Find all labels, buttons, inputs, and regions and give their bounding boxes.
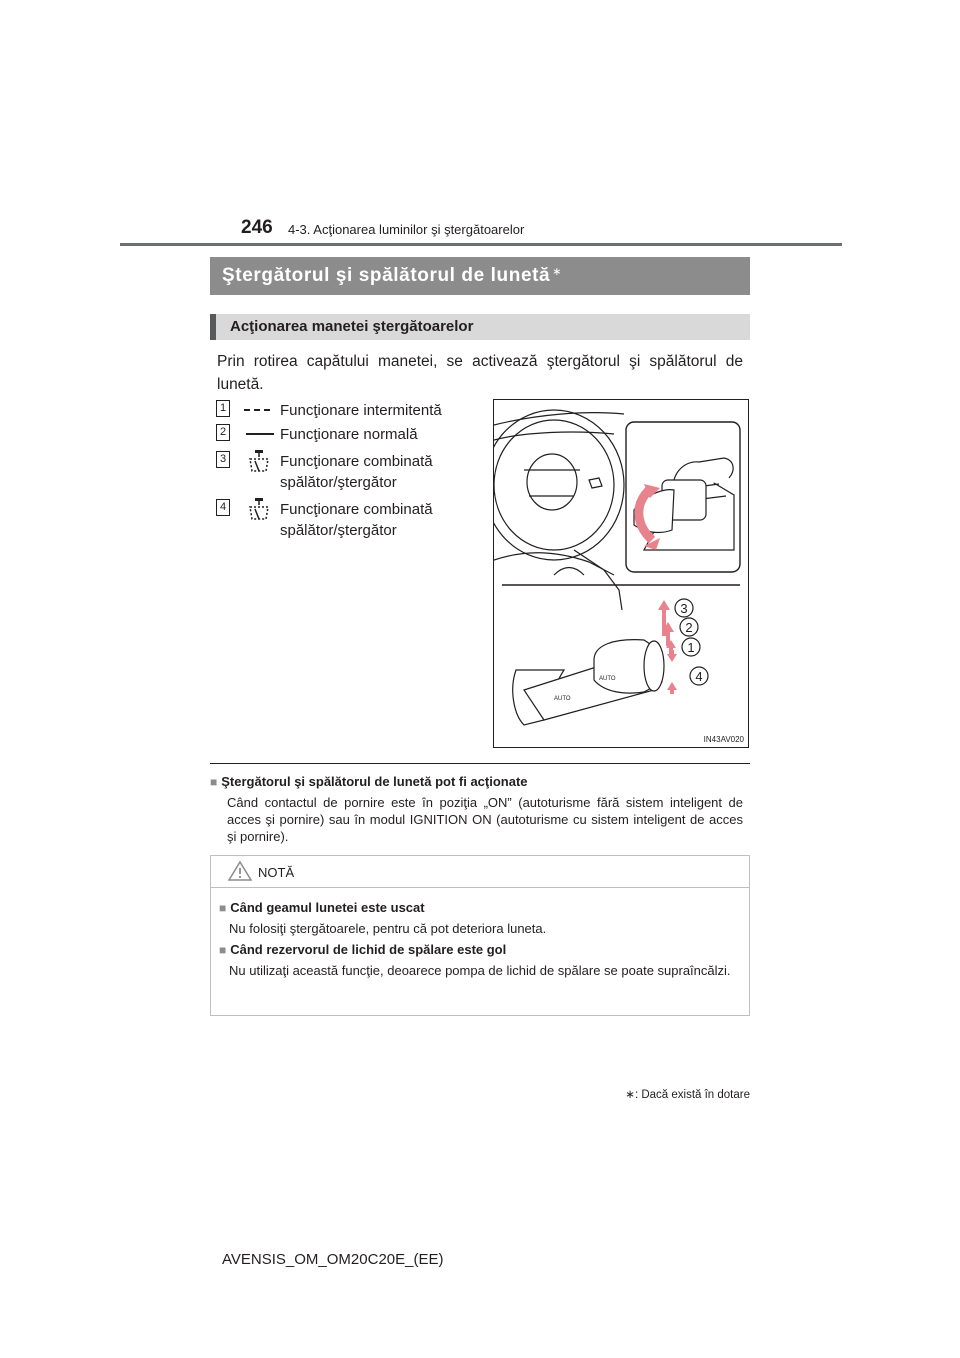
legend-label: Funcţionare normală — [280, 426, 418, 443]
section-divider — [210, 763, 750, 764]
bullet-square-icon: ■ — [219, 943, 227, 957]
wiper-lever-illustration — [493, 399, 749, 748]
note-title — [210, 774, 750, 789]
figure-code: IN43AV020 — [703, 735, 744, 744]
caution-item-1-title — [219, 900, 425, 915]
solid-line-icon — [242, 424, 276, 444]
intro-paragraph: Prin rotirea capătului manetei, se activează ştergătorul şi spălătorul de lunetă. — [217, 353, 743, 393]
legend-label: Funcţionare combinată spălător/ştergător — [280, 501, 433, 539]
caution-box — [210, 855, 750, 1016]
callout-3: 3 — [680, 601, 688, 616]
legend-item-2 — [216, 424, 476, 448]
legend-item-3 — [216, 451, 476, 497]
bullet-square-icon: ■ — [219, 901, 227, 915]
legend-number: 1 — [216, 400, 230, 417]
caution-item-2-body: Nu utilizaţi această funcţie, deoarece pompa de lichid de spălare se poate supraîncălzi. — [229, 963, 731, 978]
bullet-square-icon: ■ — [210, 775, 218, 789]
legend-number: 3 — [216, 451, 230, 468]
svg-text:AUTO: AUTO — [599, 676, 616, 682]
running-head: 4-3. Acţionarea luminilor şi ştergătoarelor — [288, 222, 525, 237]
page-number: 246 — [241, 217, 273, 238]
note-body: Când contactul de pornire este în poziţia „ON” (autoturisme fără sistem inteligent de acces şi pornire) sau în modul IGNITION ON (autoturisme cu sistem inteligent de acces şi pornire). — [227, 795, 743, 844]
caution-label: NOTĂ — [258, 865, 295, 880]
section-title-text: Ştergătorul şi spălătorul de lunetă — [222, 265, 551, 286]
legend-number: 2 — [216, 424, 230, 441]
svg-text:AUTO: AUTO — [554, 696, 571, 702]
note-title-text: Ştergătorul şi spălătorul de lunetă pot fi acţionate — [221, 774, 528, 789]
caution-item-2-title — [219, 942, 506, 957]
legend-item-4 — [216, 499, 476, 545]
caution-item-title-text: Când geamul lunetei este uscat — [230, 900, 425, 915]
optional-equipment-marker: ∗ — [552, 266, 563, 278]
caution-item-1-body: Nu folosiţi ştergătoarele, pentru că pot deteriora luneta. — [229, 921, 547, 936]
header-rule — [120, 243, 842, 246]
legend-label: Funcţionare combinată spălător/ştergător — [280, 453, 433, 491]
caution-item-title-text: Când rezervorul de lichid de spălare este gol — [230, 942, 507, 957]
footnote — [600, 1087, 750, 1101]
callout-1: 1 — [687, 640, 695, 655]
legend-number: 4 — [216, 499, 230, 516]
dashed-line-icon — [242, 400, 276, 420]
section-title — [210, 257, 750, 295]
callout-2: 2 — [685, 620, 693, 635]
subsection-title: Acţionarea manetei ştergătoarelor — [210, 314, 750, 340]
callout-4: 4 — [695, 669, 703, 684]
legend-item-1 — [216, 400, 476, 424]
footnote-text: : Dacă există în dotare — [634, 1089, 750, 1101]
footnote-marker: ∗ — [625, 1089, 635, 1101]
warning-triangle-icon — [227, 860, 253, 882]
washer-wiper-icon — [242, 497, 276, 521]
washer-wiper-icon — [242, 449, 276, 473]
legend-label: Funcţionare intermitentă — [280, 402, 442, 419]
footer-doc-code: AVENSIS_OM_OM20C20E_(EE) — [222, 1251, 444, 1268]
illustration-drawing — [494, 400, 748, 747]
caution-header — [211, 856, 749, 888]
